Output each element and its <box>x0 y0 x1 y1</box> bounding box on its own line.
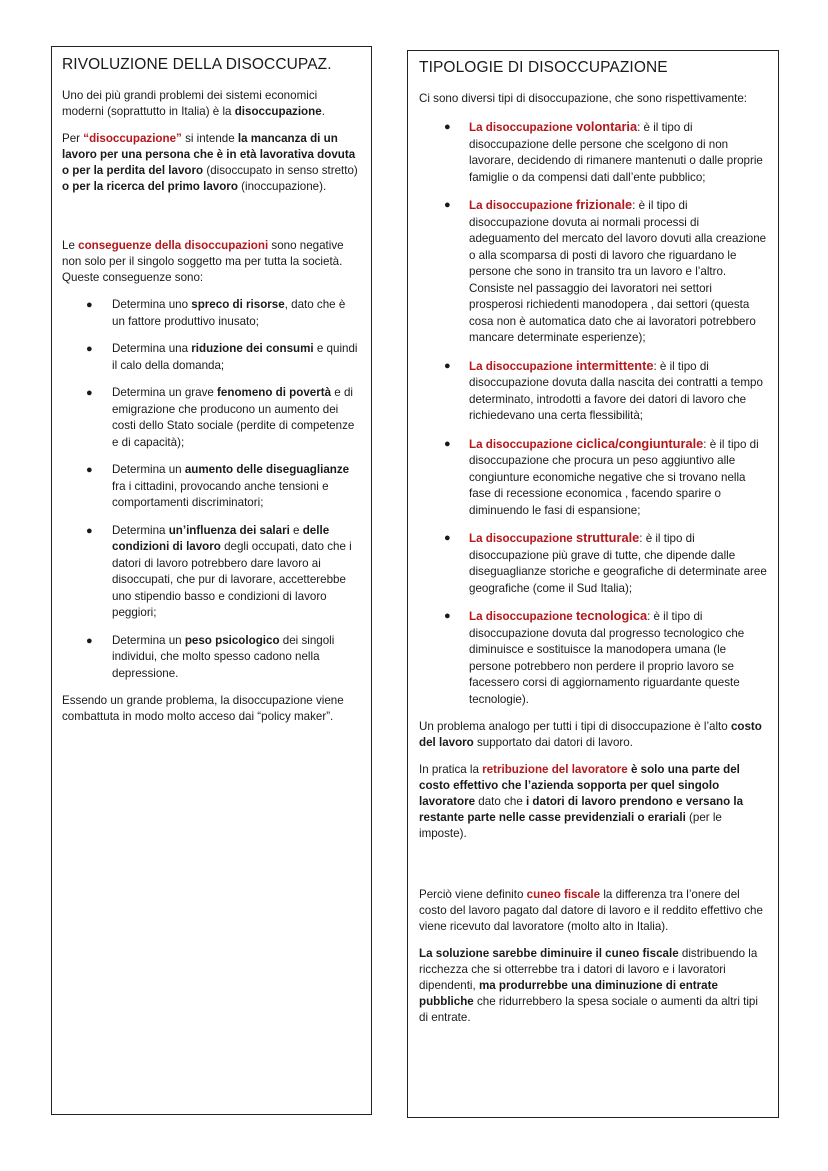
bullet-icon: ● <box>444 199 451 211</box>
bullet-icon: ● <box>444 359 451 372</box>
list-item: ● Determina un grave fenomeno di povertà e di emigrazione che producono un aumento dei costi dello Stato sociale (perdite di competenze e di capacità); <box>86 386 355 449</box>
bullet-icon: ● <box>444 437 451 450</box>
right-paragraph-solution: La soluzione sarebbe diminuire il cuneo fiscale distribuendo la ricchezza che si otterrebbe tra i datori di lavoro e i lavoratori dipendenti, ma produrrebbe una diminuzione di entrate pubbliche che ridurrebbero la spesa sociale o aumenti da altri tipi di entrate. <box>419 947 758 1024</box>
right-paragraph-wedge: Perciò viene definito cuneo fiscale la differenza tra l’onere del costo del lavoro pagato dal datore di lavoro e il reddito effettivo che viene ricevuto dal lavoratore (molto alto in Italia). <box>419 888 763 933</box>
list-item: ● La disoccupazione strutturale: è il tipo di disoccupazione più grave di tutte, che dipende dalle diseguaglianze storiche e geografiche di determinate aree geografiche (come il Sud Italia); <box>444 530 767 595</box>
left-paragraph-consequences: Le conseguenze della disoccupazioni sono negative non solo per il singolo soggetto ma per tutta la società. Queste conseguenze sono: <box>62 239 344 284</box>
list-item: ● La disoccupazione tecnologica: è il tipo di disoccupazione dovuta dal progresso tecnologico che diminuisce e sostituisce la manodopera umana (le persone potrebbero non perdere il proprio lavoro se facessero corsi di aggiornamento riguardante queste tecnologie). <box>444 608 745 706</box>
list-item: ● Determina uno spreco di risorse, dato che è un fattore produttivo inusato; <box>86 298 346 328</box>
list-item: ● La disoccupazione ciclica/congiunturale: è il tipo di disoccupazione che procura un peso aggiuntivo alle congiunture economiche negative che si trovano nella fase di recessione economica , facendo sparire o diminuendo le fasi di espansione; <box>444 435 759 517</box>
right-column <box>407 50 779 1118</box>
left-paragraph-closing: Essendo un grande problema, la disoccupazione viene combattuta in modo molto acceso dai “policy maker”. <box>62 694 344 723</box>
list-item: ● La disoccupazione volontaria: è il tipo di disoccupazione delle persone che scelgono di non lavorare, decidendo di rimanere mantenuti o dalle proprie famiglie o da compensi dati dall’ente pubblico; <box>444 119 763 184</box>
bullet-icon: ● <box>444 121 451 133</box>
list-item: ● Determina un’influenza dei salari e delle condizioni di lavoro degli occupati, dato che i datori di lavoro potrebbero dare lavoro ai disoccupati, che pur di lavorare, accetterebbe uno stipendio basso e condizioni di lavoro peggiori; <box>86 523 352 619</box>
bullet-icon: ● <box>86 524 93 537</box>
list-item: ● La disoccupazione intermittente: è il tipo di disoccupazione dovuta dalla nascita dei contratti a tempo determinato, introdotti a favore dei datori di lavoro che richiedevano una certa flessibilità; <box>444 357 763 422</box>
left-paragraph-definition: Per “disoccupazione” si intende la mancanza di un lavoro per una persona che è in età lavorativa dovuta o per la perdita del lavoro (disoccupato in senso stretto) o per la ricerca del primo lavoro (inoccupazione). <box>62 132 358 193</box>
types-list <box>419 119 768 708</box>
list-item: ● Determina un aumento delle diseguaglianze fra i cittadini, provocando anche tensioni e comportamenti discriminatori; <box>86 463 350 509</box>
bullet-icon: ● <box>444 610 451 622</box>
bullet-icon: ● <box>86 387 93 399</box>
bullet-icon: ● <box>86 634 93 647</box>
bullet-icon: ● <box>86 464 93 476</box>
right-paragraph-intro: Ci sono diversi tipi di disoccupazione, che sono rispettivamente: <box>419 92 748 105</box>
list-item: ● Determina una riduzione dei consumi e quindi il calo della domanda; <box>86 342 358 372</box>
bullet-icon: ● <box>86 299 93 311</box>
bullet-icon: ● <box>86 343 93 355</box>
right-title: TIPOLOGIE DI DISOCCUPAZIONE <box>419 59 668 76</box>
left-paragraph-intro: Uno dei più grandi problemi dei sistemi economici moderni (soprattutto in Italia) è la disoccupazione. <box>62 89 325 118</box>
right-paragraph-retribution: In pratica la retribuzione del lavoratore è solo una parte del costo effettivo che l’azienda sopporta per quel singolo lavoratore dato che i datori di lavoro prendono e versano la restante parte nelle casse previdenziali o erariali (per le imposte). <box>419 763 744 840</box>
list-item: ● Determina un peso psicologico dei singoli individui, che molto spesso cadono nella depressione. <box>86 633 335 680</box>
consequences-list <box>62 297 361 682</box>
right-paragraph-cost: Un problema analogo per tutti i tipi di disoccupazione è l’alto costo del lavoro supportato dai datori di lavoro. <box>419 720 762 749</box>
left-title: RIVOLUZIONE DELLA DISOCCUPAZ. <box>62 56 332 73</box>
bullet-icon: ● <box>444 532 451 544</box>
list-item: ● La disoccupazione frizionale: è il tipo di disoccupazione dovuta ai normali processi di adeguamento del mercato del lavoro dovuti alla creazione o alla scomparsa di posti di lavoro che riguardano le persone che sono in transito tra un lavoro e l’altro. Consiste nel passaggio dei lavoratori nei settori prosperosi richiedenti manodopera , dai settori (questa cosa non è automatica dato che ai lavoratori potrebbero mancare determinate esperienze); <box>444 197 767 344</box>
left-column <box>51 46 372 1115</box>
